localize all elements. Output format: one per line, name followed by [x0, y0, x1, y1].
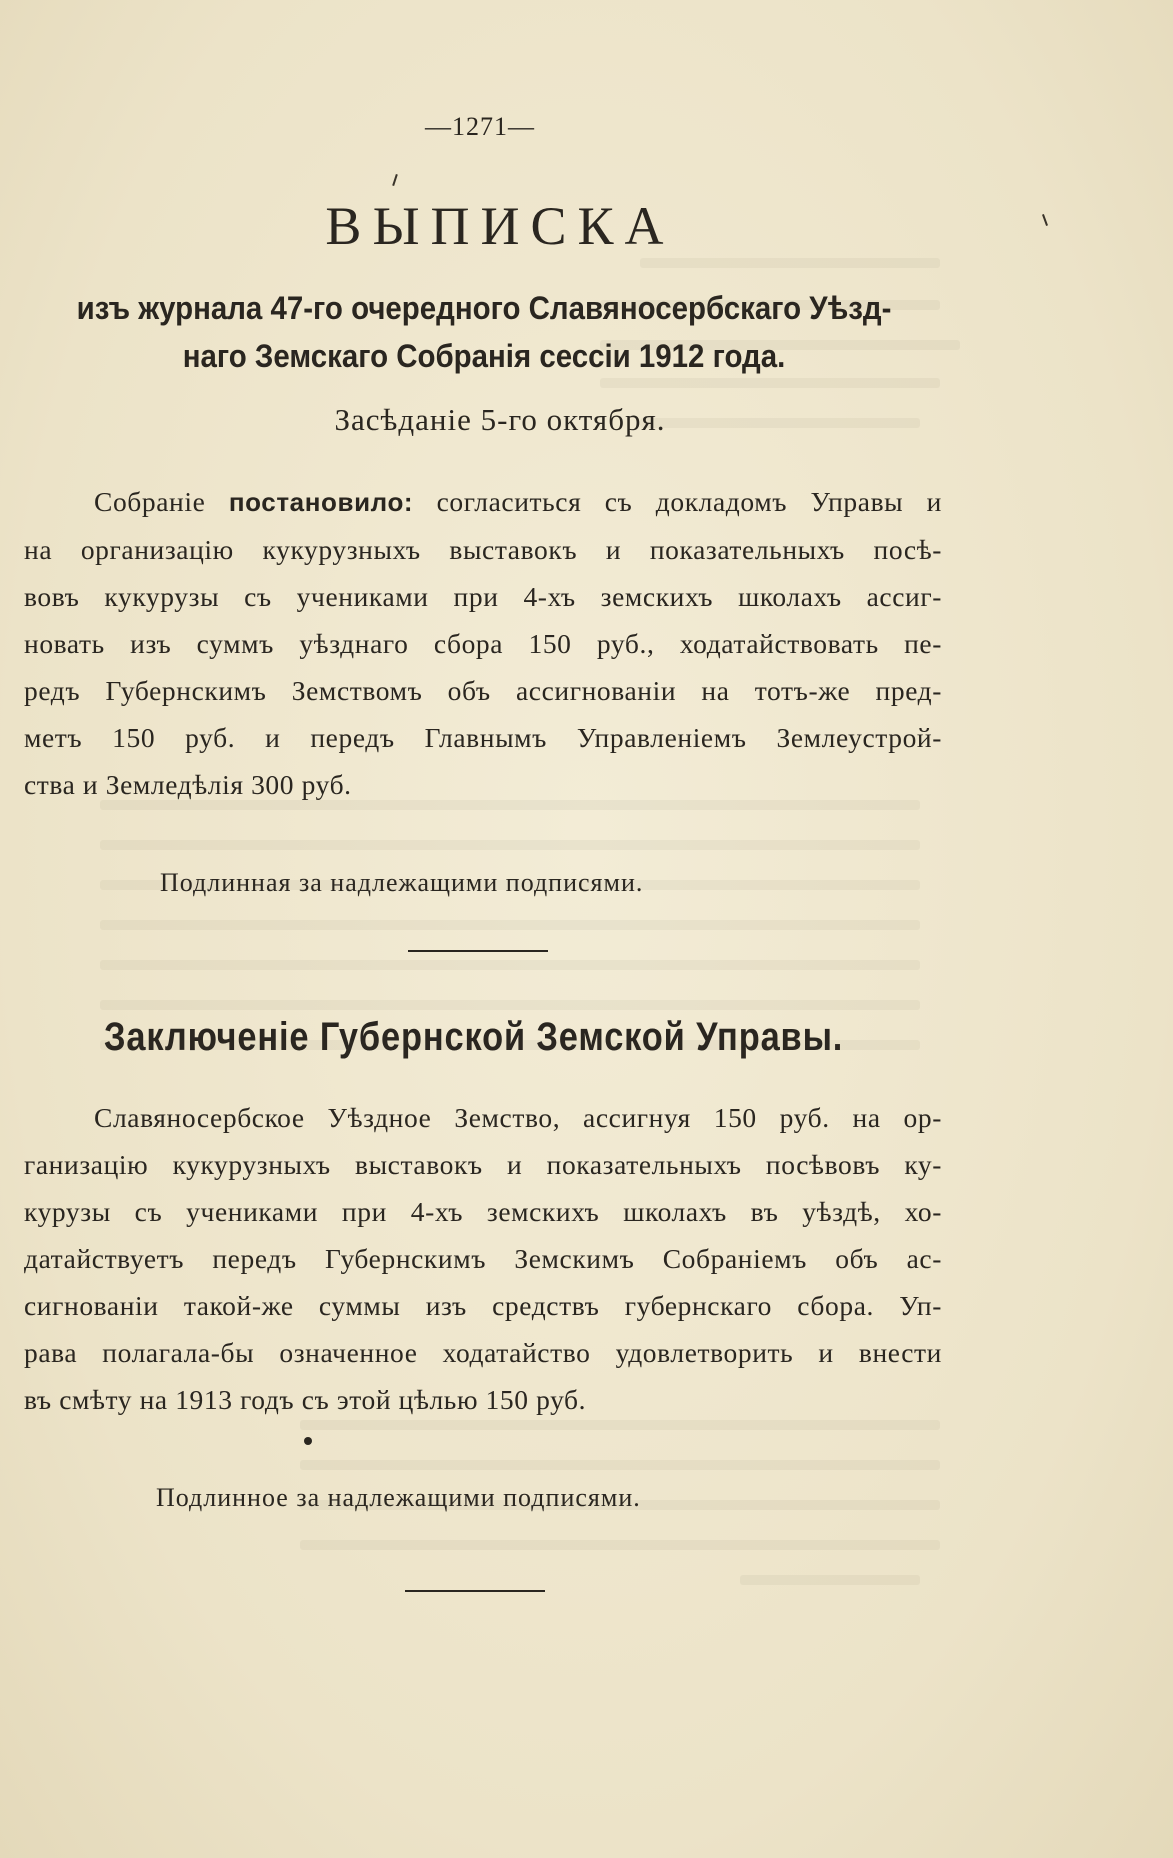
speck-mark: [1042, 214, 1048, 226]
subtitle-line-1: изъ журнала 47-го очередного Славяносербскаго Уѣзд-: [76, 290, 892, 326]
page-number: —1271—: [425, 112, 535, 141]
speck-mark: [392, 174, 398, 186]
section-divider: [408, 950, 548, 952]
ink-dot: [304, 1437, 312, 1445]
signature-note-2: Подлинное за надлежащими подписями.: [156, 1483, 641, 1512]
conclusion-line: Славяносербское Уѣздное Земство, ассигнуя 150 руб. на ор-: [94, 1102, 942, 1133]
conclusion-line: сигнованіи такой-же суммы изъ средствъ губернскаго сбора. Уп-: [24, 1290, 942, 1321]
resolution-line: ства и Земледѣлія 300 руб.: [24, 769, 352, 800]
resolution-keyword: постановило:: [228, 487, 414, 517]
resolution-line: на организацію кукурузныхъ выставокъ и показательныхъ посѣ-: [24, 534, 942, 565]
resolution-line: вовъ кукурузы съ учениками при 4-хъ земскихъ школахъ ассиг-: [24, 581, 942, 612]
section-heading: Заключеніе Губернской Земской Управы.: [104, 1015, 844, 1059]
conclusion-line: курузы съ учениками при 4-хъ земскихъ школахъ въ уѣздѣ, хо-: [24, 1196, 942, 1227]
resolution-line: редъ Губернскимъ Земствомъ объ ассигнованіи на тотъ-же пред-: [24, 675, 942, 706]
resolution-line-1: Собраніе постановило: согласиться съ докладомъ Управы и: [94, 486, 942, 517]
document-title: ВЫПИСКА: [325, 196, 675, 256]
subtitle-line-2: наго Земскаго Собранія сессіи 1912 года.: [182, 338, 786, 374]
resolution-paragraph: [24, 478, 942, 808]
conclusion-line: въ смѣту на 1913 годъ съ этой цѣлью 150 руб.: [24, 1384, 587, 1415]
session-date: Засѣданіе 5-го октября.: [334, 402, 666, 437]
resolution-line: метъ 150 руб. и передъ Главнымъ Управленіемъ Землеустрой-: [24, 722, 942, 753]
conclusion-line: рава полагала-бы означенное ходатайство удовлетворить и внести: [24, 1337, 942, 1368]
end-divider: [405, 1590, 545, 1592]
resolution-line: новать изъ суммъ уѣзднаго сбора 150 руб., ходатайствовать пе-: [24, 628, 942, 659]
conclusion-line: ганизацію кукурузныхъ выставокъ и показательныхъ посѣвовъ ку-: [24, 1149, 942, 1180]
conclusion-line: датайствуетъ передъ Губернскимъ Земскимъ Собраніемъ объ ас-: [24, 1243, 942, 1274]
conclusion-paragraph: [24, 1094, 942, 1423]
signature-note-1: Подлинная за надлежащими подписями.: [160, 868, 644, 897]
